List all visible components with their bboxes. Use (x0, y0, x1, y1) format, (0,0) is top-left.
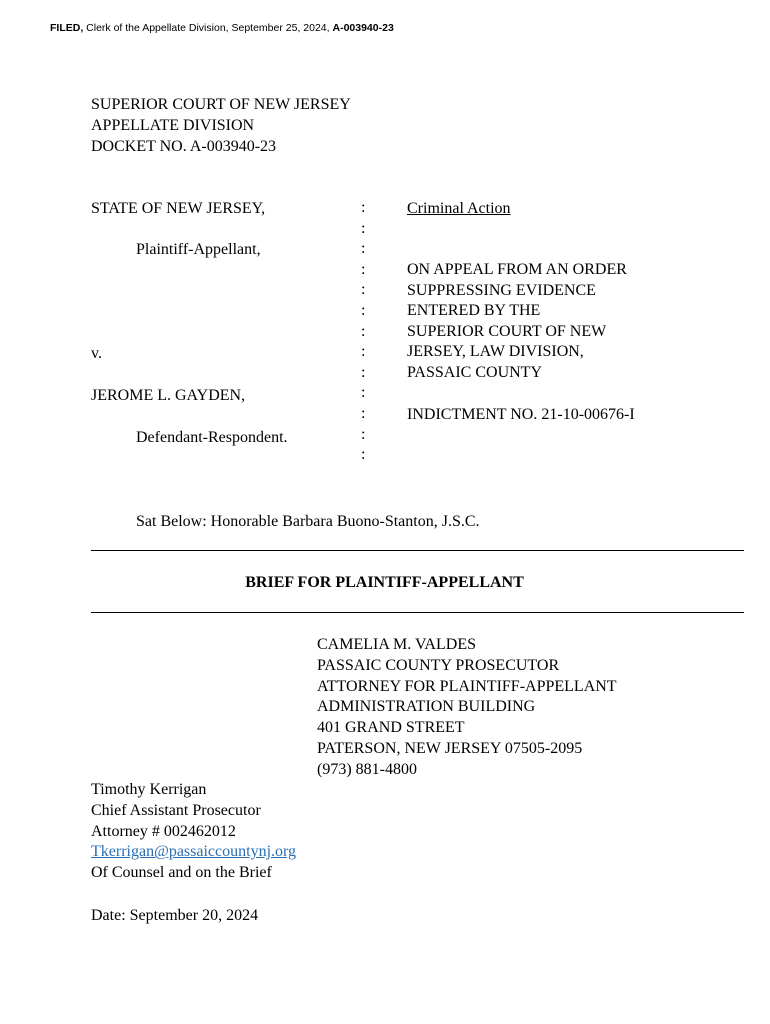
appeal-line: ENTERED BY THE (407, 302, 541, 320)
caption-colon: : (361, 301, 366, 319)
divider-bottom (91, 612, 744, 613)
appeal-line: SUPERIOR COURT OF NEW (407, 322, 607, 340)
clerk-text: Clerk of the Appellate Division, September 25, 2024, (83, 22, 333, 34)
address-building: ADMINISTRATION BUILDING (317, 698, 536, 716)
docket-number: DOCKET NO. A-003940-23 (91, 138, 277, 155)
appeal-line: ON APPEAL FROM AN ORDER (407, 261, 627, 278)
court-division: APPELLATE DIVISION (91, 117, 255, 134)
counsel-role: Of Counsel and on the Brief (91, 864, 272, 882)
counsel-title: Chief Assistant Prosecutor (91, 801, 261, 819)
filing-stamp (50, 21, 394, 35)
caption-colon: : (361, 219, 366, 237)
caption-colon: : (361, 260, 366, 278)
action-type: Criminal Action (407, 200, 511, 217)
divider-top (91, 550, 744, 551)
plaintiff-role: Plaintiff-Appellant, (136, 241, 261, 258)
appeal-description (407, 260, 627, 384)
caption-colon: : (361, 363, 366, 381)
address-street: 401 GRAND STREET (317, 719, 465, 737)
filed-label: FILED, (50, 22, 84, 34)
defendant-name: JEROME L. GAYDEN, (91, 387, 246, 404)
appeal-line: PASSAIC COUNTY (407, 363, 542, 381)
caption-colon: : (361, 199, 366, 216)
docket-reference: A-003940-23 (332, 22, 394, 34)
caption-colon-column (361, 198, 373, 466)
attorney-number: Attorney # 002462012 (91, 822, 236, 840)
prosecutor-block (317, 635, 617, 781)
indictment-number: INDICTMENT NO. 21-10-00676-I (407, 406, 635, 423)
prosecutor-name: CAMELIA M. VALDES (317, 636, 476, 653)
court-name: SUPERIOR COURT OF NEW JERSEY (91, 96, 351, 113)
caption-colon: : (361, 322, 366, 340)
caption-colon: : (361, 404, 366, 422)
court-header (91, 94, 351, 157)
caption-colon: : (361, 384, 366, 402)
counsel-email-link[interactable]: Tkerrigan@passaiccountynj.org (91, 843, 297, 861)
prosecutor-office: PASSAIC COUNTY PROSECUTOR (317, 656, 560, 674)
defendant-role: Defendant-Respondent. (136, 429, 288, 446)
caption-colon: : (361, 281, 366, 299)
prosecutor-role: ATTORNEY FOR PLAINTIFF-APPELLANT (317, 677, 617, 695)
plaintiff-name: STATE OF NEW JERSEY, (91, 200, 266, 217)
brief-title: BRIEF FOR PLAINTIFF-APPELLANT (245, 574, 524, 591)
caption-colon: : (361, 343, 366, 361)
sat-below-judge: Sat Below: Honorable Barbara Buono-Stanton, J.S.C. (136, 513, 480, 530)
caption-colon: : (361, 425, 366, 443)
appeal-line: SUPPRESSING EVIDENCE (407, 281, 596, 299)
address-city: PATERSON, NEW JERSEY 07505-2095 (317, 739, 583, 757)
versus-label: v. (91, 345, 102, 362)
phone-number: (973) 881-4800 (317, 760, 417, 778)
caption-colon: : (361, 446, 366, 464)
caption-colon: : (361, 240, 366, 258)
brief-date: Date: September 20, 2024 (91, 907, 259, 924)
counsel-block (91, 780, 296, 884)
counsel-name: Timothy Kerrigan (91, 781, 207, 798)
appeal-line: JERSEY, LAW DIVISION, (407, 343, 584, 361)
